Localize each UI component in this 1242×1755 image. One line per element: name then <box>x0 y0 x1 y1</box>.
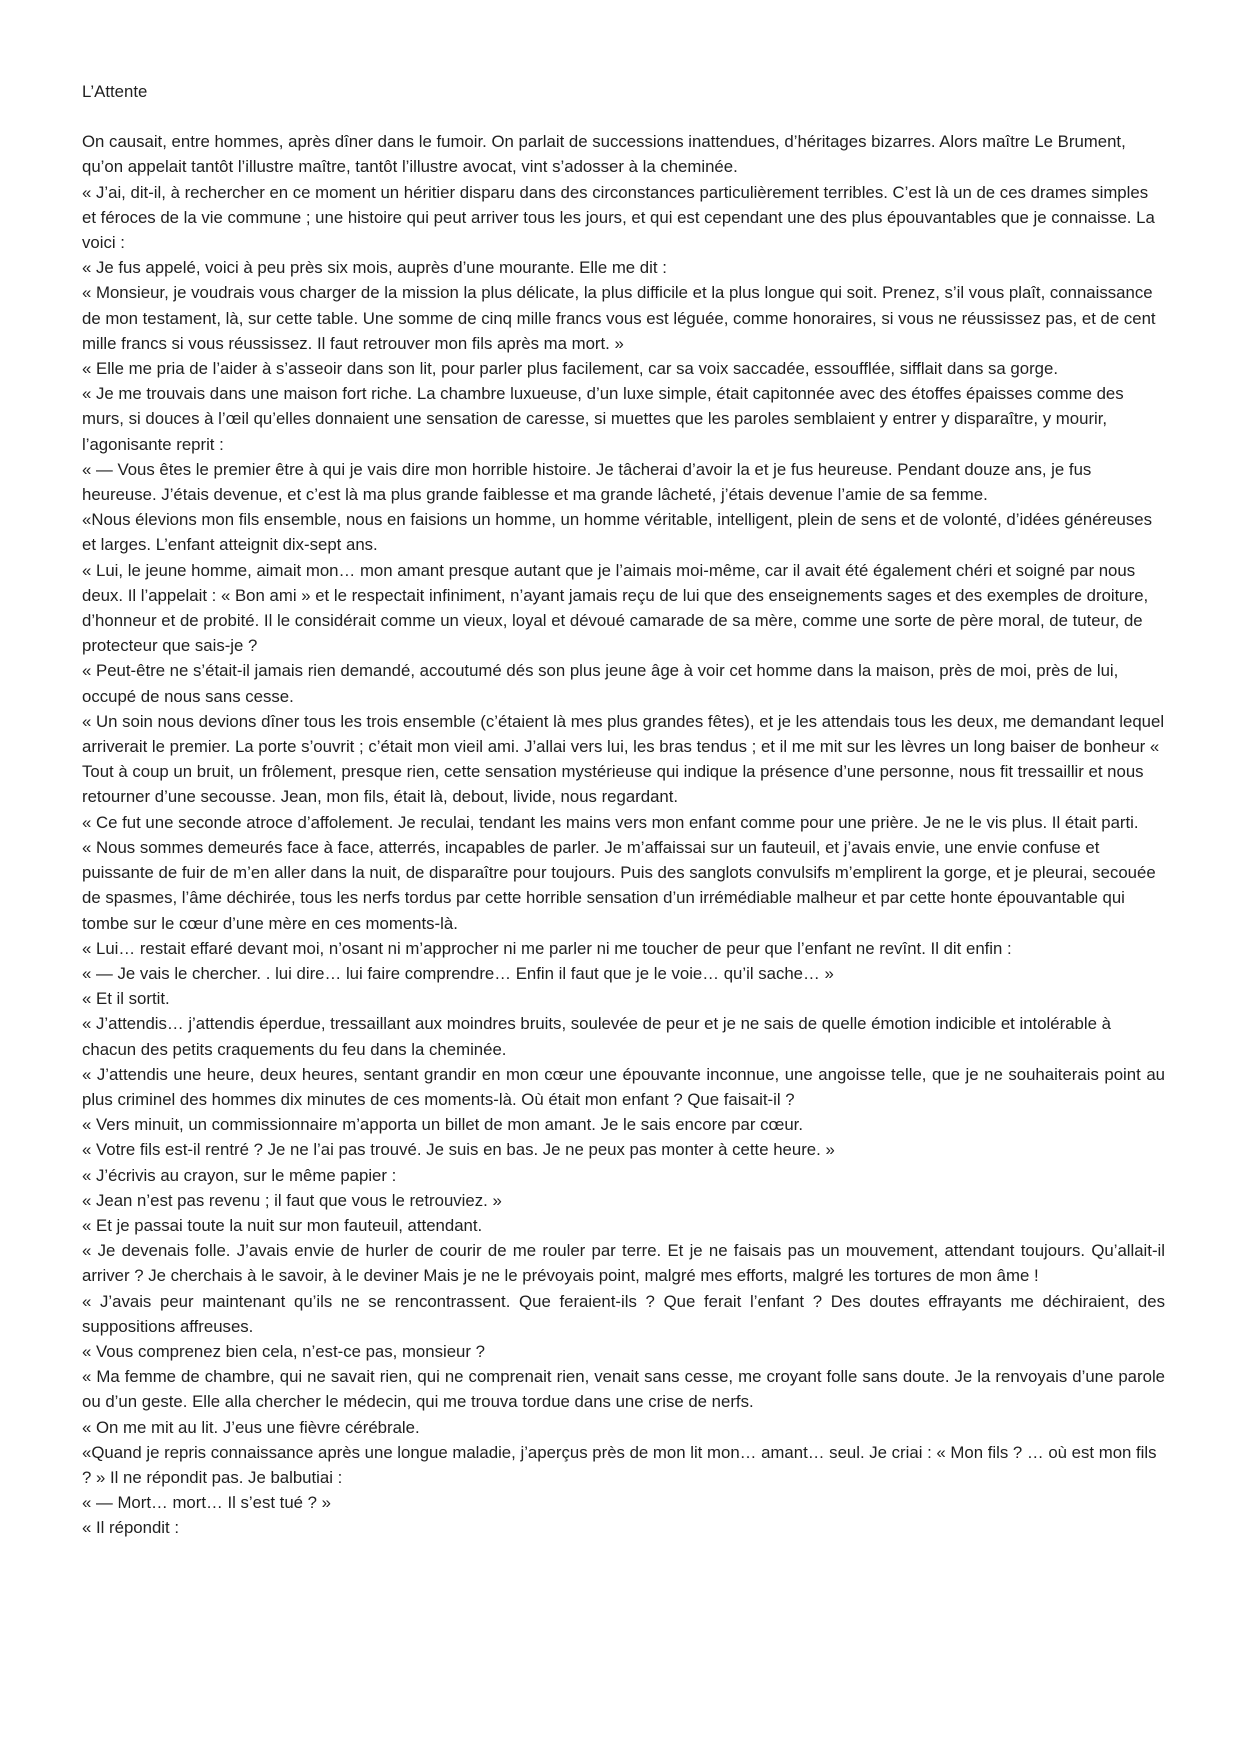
paragraph: « Je devenais folle. J’avais envie de hurler de courir de me rouler par terre. Et je ne faisais pas un mouvement, attendant toujours. Qu’allait-il arriver ? Je cherchais à le savoir, à le deviner Mais je ne le prévoyais point, malgré mes efforts, malgré les tortures de mon âme ! <box>82 1241 1165 1286</box>
paragraph: « Jean n’est pas revenu ; il faut que vous le retrouviez. » <box>82 1190 502 1210</box>
paragraph: « — Mort… mort… Il s’est tué ? » <box>82 1493 331 1513</box>
paragraph: « Lui, le jeune homme, aimait mon… mon amant presque autant que je l’aimais moi-même, car il avait été également chéri et soigné par nous deux. Il l’appelait : « Bon ami » et le respectait infiniment, n’ayant jamais reçu de lui que des enseignements sages et des exemples de droiture, d’honneur et de probité. Il le considérait comme un vieux, loyal et dévoué camarade de sa mère, comme une sorte de père moral, de tuteur, de protecteur que sais-je ? <box>82 560 1149 656</box>
paragraph: « J’attendis une heure, deux heures, sentant grandir en mon cœur une épouvante inconnue, une angoisse telle, que je ne souhaiterais point au plus criminel des hommes dix minutes de ces moments-là. Où était mon enfant ? Que faisait-il ? <box>82 1064 1165 1109</box>
paragraph: « Et je passai toute la nuit sur mon fauteuil, attendant. <box>82 1215 483 1235</box>
paragraph: « Il répondit : <box>82 1518 180 1538</box>
paragraph: « Vers minuit, un commissionnaire m’apporta un billet de mon amant. Je le sais encore par cœur. <box>82 1115 803 1135</box>
paragraph: On causait, entre hommes, après dîner dans le fumoir. On parlait de successions inattendues, d’héritages bizarres. Alors maître Le Brument, qu’on appelait tantôt l’illustre maître, tantôt l’illustre avocat, vint s’adosser à la cheminée. <box>82 132 1126 177</box>
paragraph: « Nous sommes demeurés face à face, atterrés, incapables de parler. Je m’affaissai sur un fauteuil, et j’avais envie, une envie confuse et puissante de fuir de m’en aller dans la nuit, de disparaître pour toujours. Puis des sanglots convulsifs m’emplirent la gorge, et je pleurai, secouée de spasmes, l’âme déchirée, tous les nerfs tordus par cette horrible sensation d’un irrémédiable malheur et par cette honte épouvantable qui tombe sur le cœur d’une mère en ces moments-là. <box>82 837 1156 933</box>
paragraph: « Elle me pria de l’aider à s’asseoir dans son lit, pour parler plus facilement, car sa voix saccadée, essoufflée, sifflait dans sa gorge. <box>82 359 1058 379</box>
paragraph: « — Je vais le chercher. . lui dire… lui faire comprendre… Enfin il faut que je le voie… qu’il sache… » <box>82 963 834 983</box>
paragraph: « J’ai, dit-il, à rechercher en ce moment un héritier disparu dans des circonstances particulièrement terribles. C’est là un de ces drames simples et féroces de la vie commune ; une histoire qui peut arriver tous les jours, et qui est cependant une des plus épouvantables que je connaisse. La voici : <box>82 182 1155 253</box>
paragraph: « Ce fut une seconde atroce d’affolement. Je reculai, tendant les mains vers mon enfant comme pour une prière. Je ne le vis plus. Il était parti. <box>82 812 1139 832</box>
paragraph: « Ma femme de chambre, qui ne savait rien, qui ne comprenait rien, venait sans cesse, me croyant folle sans doute. Je la renvoyais d’une parole ou d’un geste. Elle alla chercher le médecin, qui me trouva tordue dans une crise de nerfs. <box>82 1367 1165 1412</box>
paragraph: « Monsieur, je voudrais vous charger de la mission la plus délicate, la plus difficile et la plus longue qui soit. Prenez, s’il vous plaît, connaissance de mon testament, là, sur cette table. Une somme de cinq mille francs vous est léguée, comme honoraires, si vous ne réussissez pas, et de cent mille francs si vous réussissez. Il faut retrouver mon fils après ma mort. » <box>82 283 1156 353</box>
paragraph: «Quand je repris connaissance après une longue maladie, j’aperçus près de mon lit mon… amant… seul. Je criai : « Mon fils ? … où est mon fils ? » Il ne répondit pas. Je balbutiai : <box>82 1442 1157 1487</box>
paragraph: « J’écrivis au crayon, sur le même papier : <box>82 1165 397 1185</box>
paragraph: « Peut-être ne s’était-il jamais rien demandé, accoutumé dés son plus jeune âge à voir cet homme dans la maison, près de moi, près de lui, occupé de nous sans cesse. <box>82 661 1119 706</box>
paragraph: « On me mit au lit. J’eus une fièvre cérébrale. <box>82 1417 420 1437</box>
document-title: L’Attente <box>82 82 148 101</box>
paragraph: « Votre fils est-il rentré ? Je ne l’ai pas trouvé. Je suis en bas. Je ne peux pas monter à cette heure. » <box>82 1140 835 1160</box>
paragraph: « J’attendis… j’attendis éperdue, tressaillant aux moindres bruits, soulevée de peur et je ne sais de quelle émotion indicible et intolérable à chacun des petits craquements du feu dans la cheminée. <box>82 1014 1111 1059</box>
paragraph: « Lui… restait effaré devant moi, n’osant ni m’approcher ni me parler ni me toucher de peur que l’enfant ne revînt. Il dit enfin : <box>82 938 1012 958</box>
paragraph: « Un soin nous devions dîner tous les trois ensemble (c’étaient là mes plus grandes fêtes), et je les attendais tous les deux, me demandant lequel arriverait le premier. La porte s’ouvrit ; c’était mon vieil ami. J’allai vers lui, les bras tendus ; et il me mit sur les lèvres un long baiser de bonheur « Tout à coup un bruit, un frôlement, presque rien, cette sensation mystérieuse qui indique la présence d’une personne, nous fit tressaillir et nous retourner d’une secousse. Jean, mon fils, était là, debout, livide, nous regardant. <box>82 711 1165 807</box>
paragraph: «Nous élevions mon fils ensemble, nous en faisions un homme, un homme véritable, intelligent, plein de sens et de volonté, d’idées généreuses et larges. L’enfant atteignit dix-sept ans. <box>82 510 1152 555</box>
paragraph: « J’avais peur maintenant qu’ils ne se rencontrassent. Que feraient-ils ? Que ferait l’enfant ? Des doutes effrayants me déchiraient, des suppositions affreuses. <box>82 1291 1165 1336</box>
paragraph: « Et il sortit. <box>82 989 170 1009</box>
paragraph: « — Vous êtes le premier être à qui je vais dire mon horrible histoire. Je tâcherai d’avoir la et je fus heureuse. Pendant douze ans, je fus heureuse. J’étais devenue, et c’est là ma plus grande faiblesse et ma grande lâcheté, j’étais devenue l’amie de sa femme. <box>82 459 1092 505</box>
paragraph: « Je me trouvais dans une maison fort riche. La chambre luxueuse, d’un luxe simple, était capitonnée avec des étoffes épaisses comme des murs, si douces à l’œil qu’elles donnaient une sensation de caresse, si muettes que les paroles semblaient y entrer y disparaître, y mourir, l’agonisante reprit : <box>82 384 1124 454</box>
paragraph: « Vous comprenez bien cela, n’est-ce pas, monsieur ? <box>82 1341 485 1361</box>
paragraph: « Je fus appelé, voici à peu près six mois, auprès d’une mourante. Elle me dit : <box>82 258 667 278</box>
document-body <box>82 129 1165 1540</box>
